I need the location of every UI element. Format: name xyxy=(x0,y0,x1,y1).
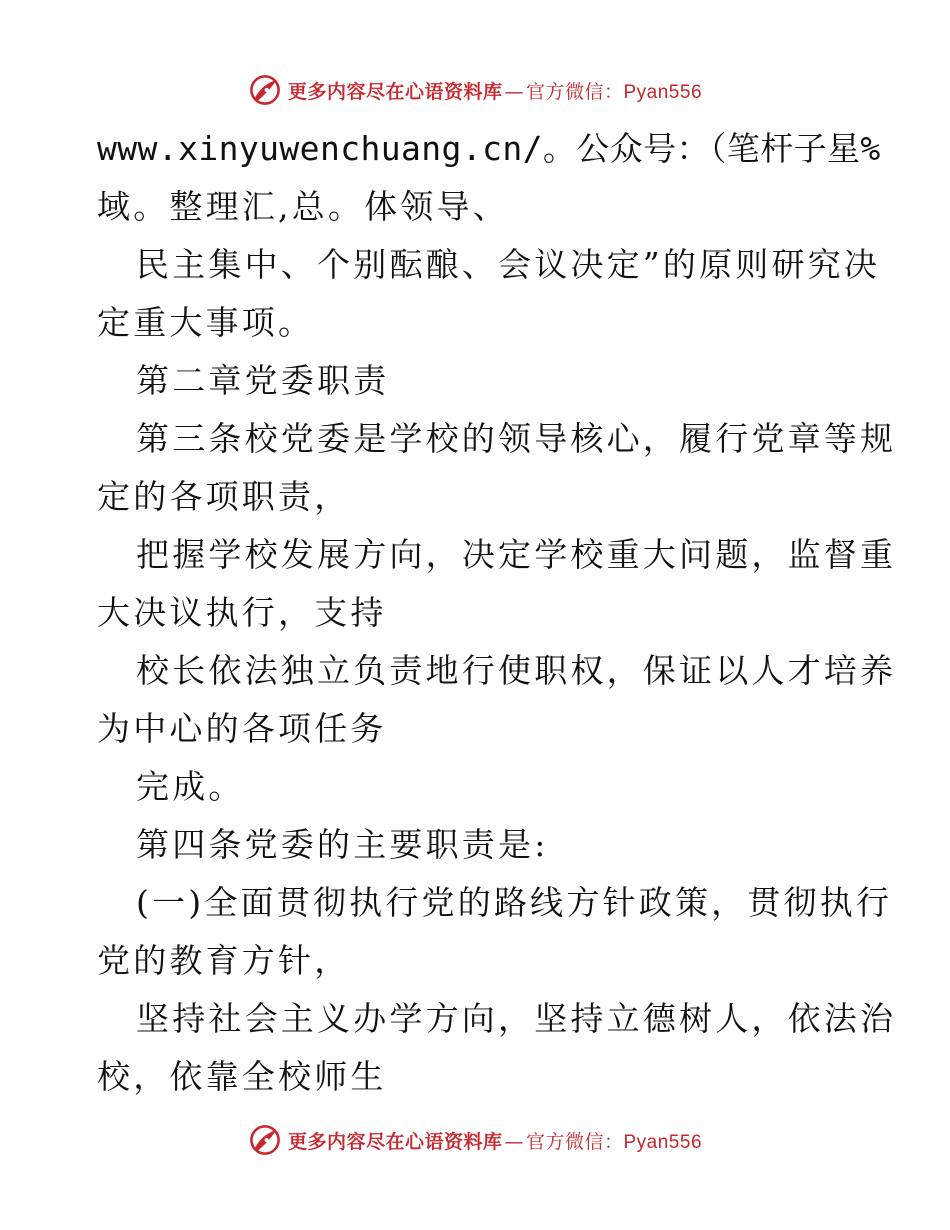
pen-nib-logo-icon xyxy=(248,1123,282,1157)
doc-line: 大决议执行，支持 xyxy=(97,593,387,632)
doc-line: 定的各项职责， xyxy=(97,477,351,516)
watermark-main: 更多内容尽在心语资料库 xyxy=(287,80,503,103)
doc-line: www.xinyuwenchuang.cn/。公众号：（笔杆子星% xyxy=(97,129,881,168)
watermark-dash: — xyxy=(504,1130,524,1153)
pen-nib-logo-icon xyxy=(248,73,282,107)
doc-line: 党的教育方针， xyxy=(97,941,351,980)
chapter-heading: 第二章党委职责 xyxy=(136,361,390,400)
document-body xyxy=(97,120,897,1106)
watermark-id: Pyan556 xyxy=(623,1131,703,1153)
footer-watermark xyxy=(0,1120,950,1160)
doc-line: 坚持社会主义办学方向，坚持立德树人，依法治 xyxy=(136,999,897,1038)
watermark-sub: 官方微信： xyxy=(525,1130,624,1153)
doc-line: 校，依靠全校师生 xyxy=(97,1057,387,1096)
doc-line: 第四条党委的主要职责是: xyxy=(136,825,549,864)
doc-line: 为中心的各项任务 xyxy=(97,709,387,748)
watermark-text xyxy=(288,77,702,104)
doc-line: 校长依法独立负责地行使职权，保证以人才培养 xyxy=(136,651,897,690)
doc-line: 把握学校发展方向，决定学校重大问题，监督重 xyxy=(136,535,897,574)
watermark-sub: 官方微信： xyxy=(525,80,624,103)
doc-line: 域。整理汇,总。体领导、 xyxy=(97,187,509,226)
watermark-text xyxy=(288,1127,702,1154)
doc-line: (一)全面贯彻执行党的路线方针政策，贯彻执行 xyxy=(136,883,893,922)
watermark-main: 更多内容尽在心语资料库 xyxy=(287,1130,503,1153)
watermark-id: Pyan556 xyxy=(623,81,703,103)
doc-line: 民主集中、个别酝酿、会议决定”的原则研究决 xyxy=(136,245,881,284)
watermark-dash: — xyxy=(504,80,524,103)
doc-line: 定重大事项。 xyxy=(97,303,315,342)
doc-line: 完成。 xyxy=(136,767,245,806)
doc-line: 第三条校党委是学校的领导核心，履行党章等规 xyxy=(136,419,897,458)
header-watermark xyxy=(0,70,950,110)
